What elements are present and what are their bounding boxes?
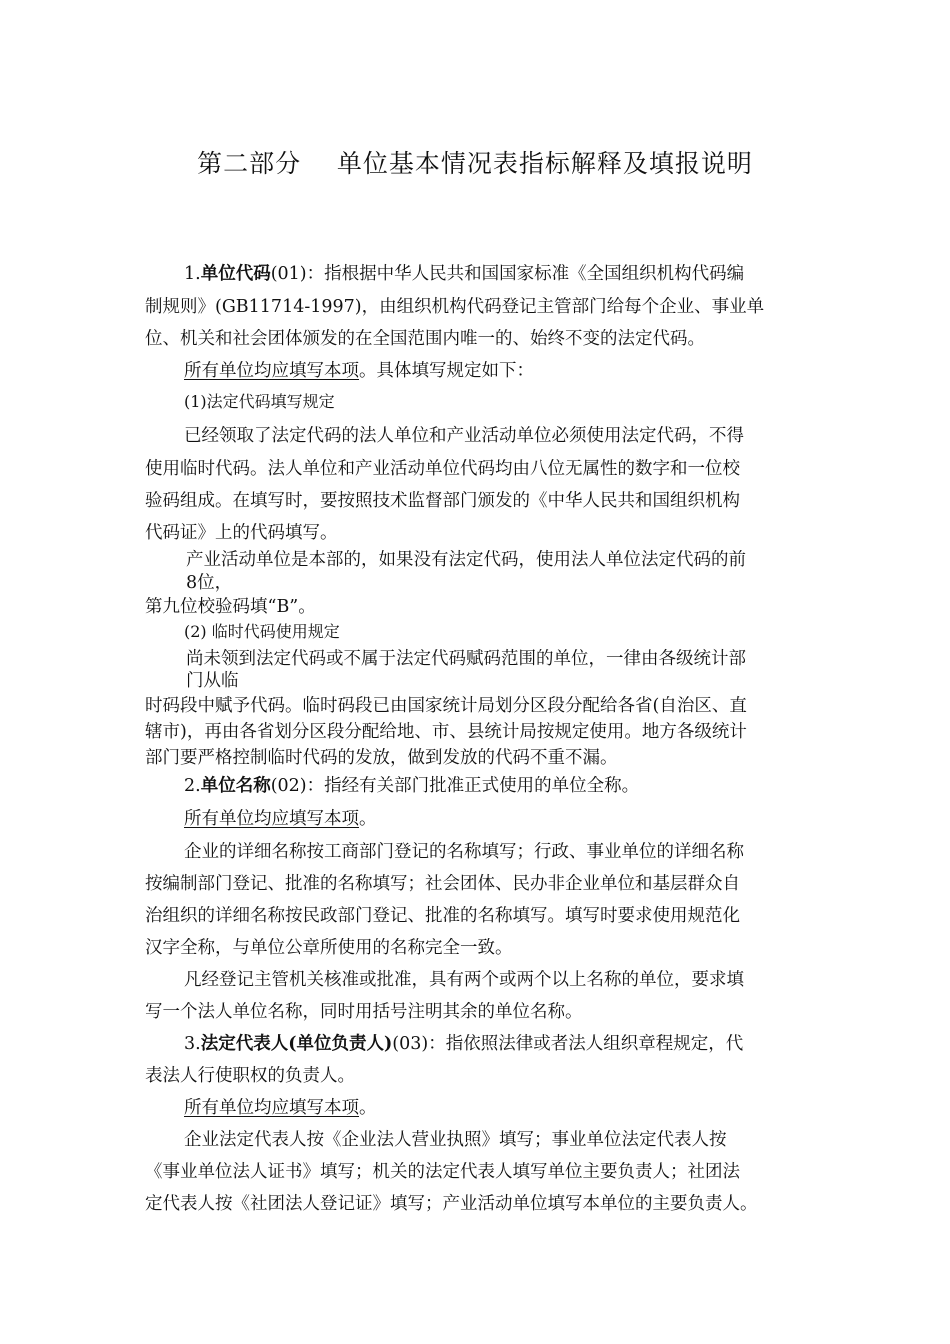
- paragraph-line: 8位，: [186, 573, 233, 593]
- requirement-underlined: 所有单位均应填写本项: [184, 1098, 359, 1118]
- paragraph-line: 《事业单位法人证书》填写；机关的法定代表人填写单位主要负责人；社团法: [145, 1162, 740, 1182]
- sub-heading-temp-code: (2) 临时代码使用规定: [184, 622, 340, 641]
- paragraph-line: 企业的详细名称按工商部门登记的名称填写；行政、事业单位的详细名称: [184, 842, 744, 862]
- requirement-line: 所有单位均应填写本项。: [184, 809, 377, 829]
- requirement-underlined: 所有单位均应填写本项: [184, 809, 359, 829]
- paragraph-line: 写一个法人单位名称，同时用括号注明其余的单位名称。: [145, 1002, 583, 1022]
- paragraph-line: 汉字全称，与单位公章所使用的名称完全一致。: [145, 938, 513, 958]
- section-1-heading: 1.单位代码(01)：指根据中华人民共和国国家标准《全国组织机构代码编: [184, 264, 745, 284]
- paragraph-line: 表法人行使职权的负责人。: [145, 1066, 355, 1086]
- paragraph-line: 代码证》上的代码填写。: [145, 523, 338, 543]
- section-2-heading: 2.单位名称(02)：指经有关部门批准正式使用的单位全称。: [184, 776, 640, 796]
- paragraph-line: 凡经登记主管机关核准或批准，具有两个或两个以上名称的单位，要求填: [184, 970, 744, 990]
- paragraph-line: 第九位校验码填“B”。: [145, 597, 316, 617]
- section-3-heading: 3.法定代表人(单位负责人)(03)：指依照法律或者法人组织章程规定，代: [184, 1034, 744, 1054]
- page-title: 第二部分 单位基本情况表指标解释及填报说明: [197, 149, 753, 178]
- paragraph-line: 企业法定代表人按《企业法人营业执照》填写；事业单位法定代表人按: [184, 1130, 727, 1150]
- paragraph-line: 制规则》(GB11714-1997)，由组织机构代码登记主管部门给每个企业、事业单: [145, 297, 765, 317]
- paragraph-line: 产业活动单位是本部的，如果没有法定代码，使用法人单位法定代码的前: [186, 550, 746, 570]
- paragraph-line: 定代表人按《社团法人登记证》填写；产业活动单位填写本单位的主要负责人。: [145, 1194, 758, 1214]
- term-legal-representative: 法定代表人(单位负责人): [200, 1034, 393, 1054]
- requirement-line: 所有单位均应填写本项。: [184, 1098, 377, 1118]
- paragraph-line: 治组织的详细名称按民政部门登记、批准的名称填写。填写时要求使用规范化: [145, 906, 740, 926]
- paragraph-line: 使用临时代码。法人单位和产业活动单位代码均由八位无属性的数字和一位校: [145, 459, 740, 479]
- paragraph-line: 辖市)，再由各省划分区段分配给地、市、县统计局按规定使用。地方各级统计: [145, 722, 747, 742]
- paragraph-line: 位、机关和社会团体颁发的在全国范围内唯一的、始终不变的法定代码。: [145, 329, 705, 349]
- paragraph-line: 部门要严格控制临时代码的发放，做到发放的代码不重不漏。: [145, 748, 618, 768]
- paragraph-line: 验码组成。在填写时，要按照技术监督部门颁发的《中华人民共和国组织机构: [145, 491, 740, 511]
- paragraph-line: 时码段中赋予代码。临时码段已由国家统计局划分区段分配给各省(自治区、直: [145, 696, 747, 716]
- paragraph-line: 门从临: [186, 671, 239, 691]
- term-unit-code: 单位代码: [200, 264, 271, 284]
- requirement-line: 所有单位均应填写本项。具体填写规定如下：: [184, 361, 534, 381]
- paragraph-line: 尚未领到法定代码或不属于法定代码赋码范围的单位，一律由各级统计部: [186, 649, 746, 669]
- requirement-underlined: 所有单位均应填写本项: [184, 361, 359, 381]
- paragraph-line: 已经领取了法定代码的法人单位和产业活动单位必须使用法定代码，不得: [184, 426, 744, 446]
- term-unit-name: 单位名称: [200, 776, 271, 796]
- sub-heading-legal-code: (1)法定代码填写规定: [184, 392, 335, 411]
- paragraph-line: 按编制部门登记、批准的名称填写；社会团体、民办非企业单位和基层群众自: [145, 874, 740, 894]
